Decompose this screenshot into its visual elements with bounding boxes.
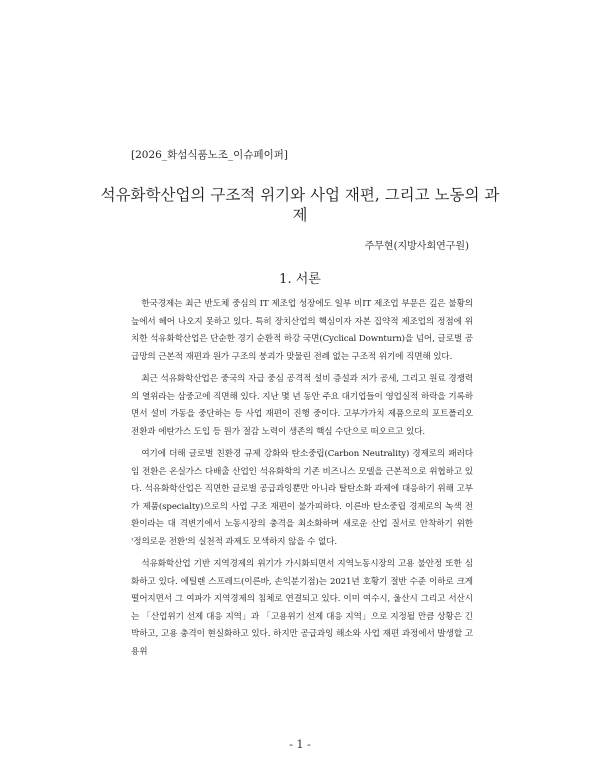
paragraph: 최근 석유화학산업은 중국의 자급 중심 공격적 설비 증설과 저가 공세, 그리고 원료 경쟁력의 열위라는 삼중고에 직면해 있다. 지난 몇 년 동안 주요 대기업들이 영업실적 하락을 기록하면서 설비 가동을 중단하는 등 사업 재편이 진행 중이다. 고부가가치 제품으로의 포트폴리오 전환과 에탄가스 도입 등 원가 절감 노력이 생존의 핵심 수단으로 떠오르고 있다.: [131, 374, 473, 437]
page-number: - 1 -: [289, 738, 311, 751]
author-line: 주무현(지방사회연구원): [364, 241, 469, 252]
paragraph: 석유화학산업 기반 지역경제의 위기가 가시화되면서 지역노동시장의 고용 불안정 또한 심화하고 있다. 에틸렌 스프레드(이른바, 손익분기점)는 2021년 호황기 절반 수준 이하로 크게 떨어지면서 그 여파가 지역경제의 침체로 연결되고 있다. 이미 여수시, 울산시 그리고 서산시는 「산업위기 선제 대응 지역」과 「고용위기 선제 대응 지역」으로 지정될 만큼 상황은 긴박하고, 고용 충격이 현실화하고 있다. 하지만 공급과잉 해소와 사업 재편 과정에서 발생할 고용위: [131, 559, 473, 657]
paragraph: 한국경제는 최근 반도체 중심의 IT 제조업 성장에도 일부 비IT 제조업 부문은 깊은 불황의 늪에서 헤어 나오지 못하고 있다. 특히 장치산업의 핵심이자 자본 집약적 제조업의 정점에 위치한 석유화학산업은 단순한 경기 순환적 하강 국면(Cyclical Downturn)을 넘어, 글로벌 공급망의 근본적 재편과 원가 구조의 붕괴가 맞물린 전례 없는 구조적 위기에 직면해 있다.: [131, 299, 473, 362]
body-text: [131, 296, 473, 666]
section-heading: 1. 서론: [279, 272, 321, 287]
paragraph: 여기에 더해 글로벌 친환경 규제 강화와 탄소중립(Carbon Neutrality) 경제로의 패러다임 전환은 온실가스 다배출 산업인 석유화학의 기존 비즈니스 모델을 근본적으로 위협하고 있다. 석유화학산업은 직면한 글로벌 공급과잉뿐만 아니라 탈탄소화 과제에 대응하기 위해 고부가 제품(specialty)으로의 사업 구조 재편이 불가피하다. 이른바 탄소중립 경제로의 녹색 전환이라는 대 격변기에서 노동시장의 충격을 최소화하며 새로운 산업 질서로 안착하기 위한 '정의로운 전환'의 실천적 과제도 모색하지 않을 수 없다.: [131, 449, 473, 547]
issue-paper-tag: [2026_화섬식품노조_이슈페이퍼]: [131, 149, 288, 161]
document-title: 석유화학산업의 구조적 위기와 사업 재편, 그리고 노동의 과제: [100, 186, 500, 224]
